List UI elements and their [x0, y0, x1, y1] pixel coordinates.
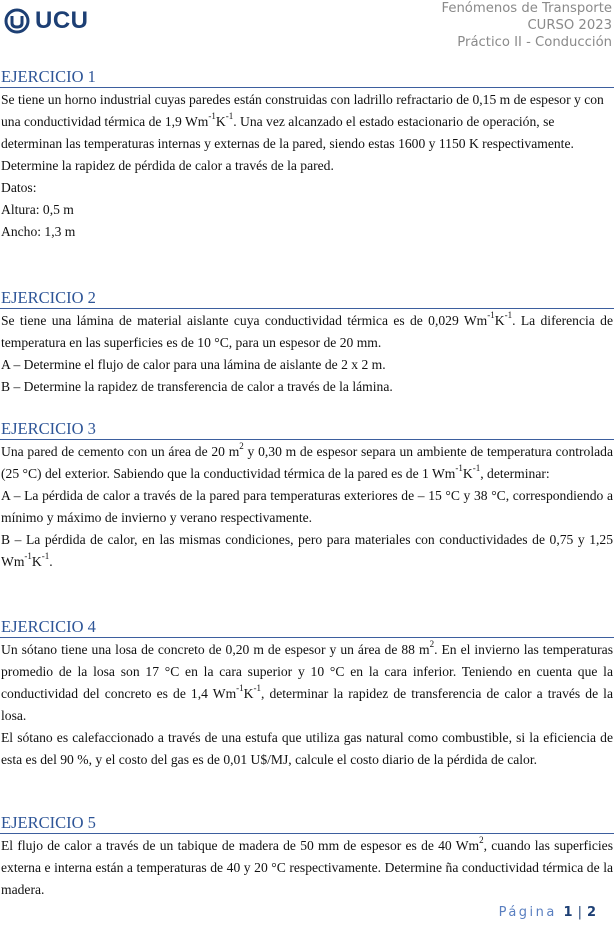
page-separator: |	[577, 905, 582, 920]
exercise-4-heating: El sótano es calefaccionado a través de una estufa que utiliza gas natural como combustible, si la eficiencia de esta es del 90 %, y el costo del gas es de 0,01 U$/MJ, calcule el costo diario de la pérdida de calor.	[1, 730, 613, 767]
practice-title: Práctico II - Conducción	[457, 35, 612, 50]
ucu-globe-icon	[4, 8, 30, 34]
exercise-2-heading: EJERCICIO 2	[0, 288, 614, 309]
exercise-4-statement: Un sótano tiene una losa de concreto de 0,20 m de espesor y un área de 88 $m^2$. En el invierno las temperaturas promedio de la losa son 17 °C en la cara superior y 10 °C en la cara inferior. Teniendo en cuenta que la conductividad del concreto es de 1,4 $Wm^{-1}K^{-1}$, determinar la rapidez de transferencia de calor a través de la losa.	[1, 639, 613, 723]
exercise-2	[0, 288, 614, 398]
exercise-5-heading: EJERCICIO 5	[0, 813, 614, 834]
exercise-3-part-b: B – La pérdida de calor, en las mismas condiciones, pero para materiales con conductividades de 0,75 y 1,25 $Wm^{-1}K^{-1}$.	[1, 532, 613, 569]
exercise-5-statement: El flujo de calor a través de un tabique de madera de 50 mm de espesor es de 40 Wm$^2$, cuando las superficies externa e interna están a temperaturas de 40 y 20 °C respectivamente. Determine ña conductividad térmica de la madera.	[1, 835, 613, 897]
exercise-3	[0, 419, 614, 573]
exercise-1-altura: Altura: 0,5 m	[1, 202, 74, 217]
logo-text: UCU	[35, 7, 89, 34]
exercise-3-statement: Una pared de cemento con un área de 20 $m^2$ y 0,30 m de espesor separa un ambiente de temperatura controlada (25 °C) del exterior. Sabiendo que la conductividad térmica de la pared es de 1 $Wm^{-1}K^{-1}$, determinar:	[1, 441, 613, 481]
exercise-1-statement: Se tiene un horno industrial cuyas paredes están construidas con ladrillo refractario de 0,15 m de espesor y con una conductividad térmica de 1,9 $Wm^{-1}K^{-1}$. Una vez alcanzado el estado estacionario de operación, se determinan las temperaturas internas y externas de la pared, siendo estas 1600 y 1150 K respectivamente. Determine la rapidez de pérdida de calor a través de la pared.	[1, 92, 604, 173]
ucu-logo	[4, 6, 89, 36]
page-label: Página	[498, 905, 557, 920]
exercise-2-statement: Se tiene una lámina de material aislante cuya conductividad térmica es de 0,029 $Wm^{-1}K^{-1}$. La diferencia de temperatura en las superficies es de 10 °C, para un espesor de 20 mm.	[1, 310, 613, 350]
exercise-2-part-b: B – Determine la rapidez de transferencia de calor a través de la lámina.	[1, 379, 393, 394]
exercise-1	[0, 67, 614, 243]
exercise-1-heading: EJERCICIO 1	[0, 67, 614, 88]
document-header	[441, 0, 612, 51]
page-footer	[499, 905, 596, 920]
exercise-3-part-a: A – La pérdida de calor a través de la pared para temperaturas exteriores de – 15 °C y 38 °C, correspondiendo a mínimo y máximo de invierno y verano respectivamente.	[1, 488, 613, 525]
exercise-5	[0, 813, 614, 901]
exercise-4	[0, 617, 614, 771]
exercise-2-part-a: A – Determine el flujo de calor para una lámina de aislante de 2 x 2 m.	[1, 357, 386, 372]
current-page: 1	[563, 905, 573, 920]
course-name: Fenómenos de Transporte	[441, 1, 612, 16]
course-year: CURSO 2023	[527, 18, 612, 33]
exercise-4-heading: EJERCICIO 4	[0, 617, 614, 638]
exercise-1-ancho: Ancho: 1,3 m	[1, 224, 76, 239]
exercise-3-heading: EJERCICIO 3	[0, 419, 614, 440]
total-pages: 2	[586, 905, 596, 920]
exercise-1-datos: Datos:	[1, 180, 37, 195]
